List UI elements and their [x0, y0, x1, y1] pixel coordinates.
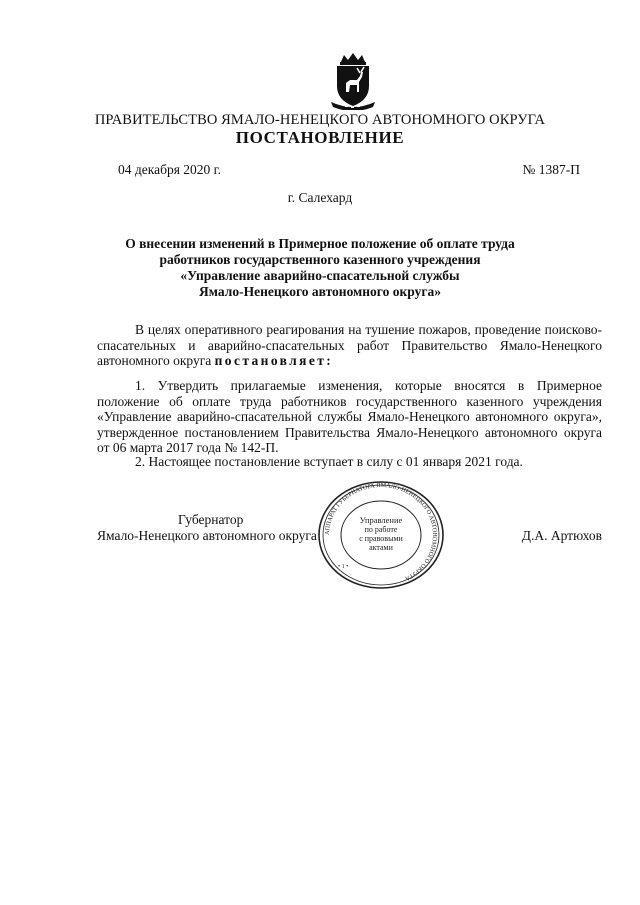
decree-keyword: постановляет:	[214, 353, 334, 368]
title-line: Ямало-Ненецкого автономного округа»	[199, 284, 441, 299]
title-line: О внесении изменений в Примерное положение об оплате труда	[125, 236, 515, 251]
preamble-paragraph	[97, 322, 602, 369]
document-city: г. Салехард	[287, 190, 353, 205]
stamp-center-line: по работе	[364, 525, 398, 534]
coat-of-arms-emblem	[327, 52, 379, 110]
official-stamp	[316, 480, 446, 590]
stamp-center-line: актами	[369, 543, 393, 552]
stamp-center-line: Управление	[359, 515, 403, 525]
signatory-region: Ямало-Ненецкого автономного округа	[97, 528, 317, 543]
document-number: № 1387-П	[522, 162, 580, 177]
stamp-ring-text: АППАРАТ ГУБЕРНАТОРА ЯМАЛО-НЕНЕЦКОГО АВТОНОМНОГО ОКРУГА	[323, 481, 439, 583]
signatory-title: Губернатор	[178, 512, 244, 527]
stamp-marker: • 1 •	[338, 564, 349, 570]
government-name: ПРАВИТЕЛЬСТВО ЯМАЛО-НЕНЕЦКОГО АВТОНОМНОГО ОКРУГА	[94, 112, 546, 128]
document-type: ПОСТАНОВЛЕНИЕ	[235, 128, 405, 147]
signatory-name: Д.А. Артюхов	[521, 528, 602, 543]
document-title	[80, 236, 560, 300]
title-line: «Управление аварийно-спасательной службы	[180, 268, 460, 283]
title-line: работников государственного казенного учреждения	[159, 252, 481, 267]
preamble-text: В целях оперативного реагирования на тушение пожаров, проведение поисково-спасательных и аварийно-спасательных работ Правительство Ямало-Ненецкого автономного округа	[97, 322, 602, 368]
clause-2-paragraph: 2. Настоящее постановление вступает в силу с 01 января 2021 года.	[135, 454, 523, 469]
clause-1-paragraph: 1. Утвердить прилагаемые изменения, которые вносятся в Примерное положение об оплате труда работников государственного казенного учреждения «Управление аварийно-спасательной службы Ямало-Ненецкого автономного округа», утвержденное постановлением Правительства Ямало-Ненецкого автономного округа от 06 марта 2017 года № 142-П.	[97, 378, 602, 455]
stamp-center-line: с правовыми	[359, 534, 403, 543]
document-date: 04 декабря 2020 г.	[118, 162, 222, 177]
